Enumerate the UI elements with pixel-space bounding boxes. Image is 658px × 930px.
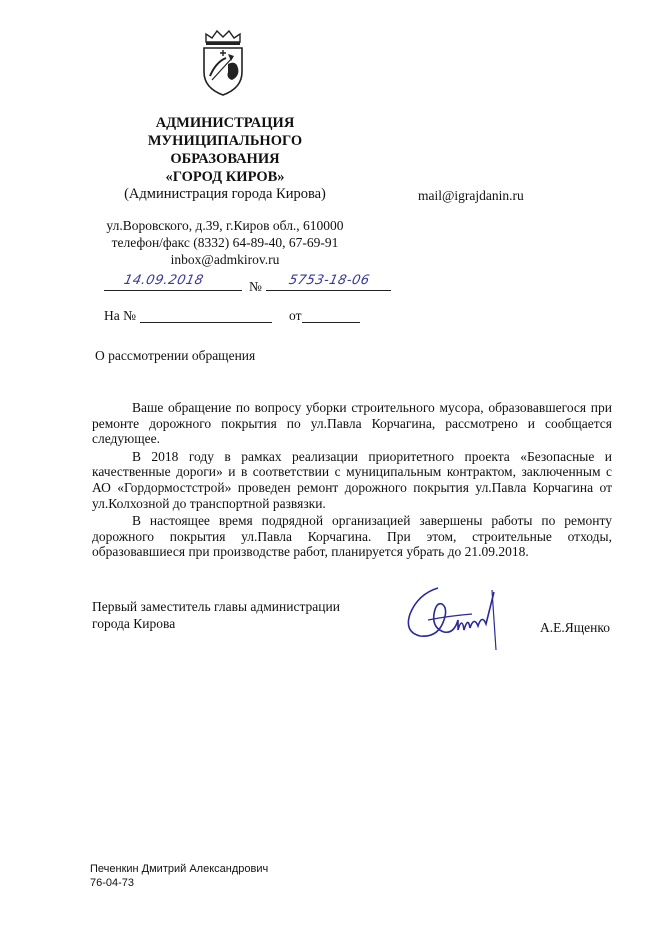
kirov-coat-of-arms-icon [198, 28, 248, 98]
address-line: ул.Воровского, д.39, г.Киров обл., 610000 [106, 218, 344, 233]
signer-name: А.Е.Ященко [540, 620, 610, 635]
organization-address [95, 217, 355, 268]
signer-position [92, 598, 340, 632]
address-line: телефон/факс (8332) 64-89-40, 67-69-91 [111, 235, 339, 250]
number-label: № [249, 279, 262, 294]
reply-reference-line [104, 308, 364, 328]
org-line: ОБРАЗОВАНИЯ [170, 151, 280, 167]
body-paragraph: В настоящее время подрядной организацией завершены работы по ремонту дорожного покрытия ул.Павла Корчагина. При этом, строительные отходы, образовавшиеся при производстве работ, планируется убрать до 21.09.2018. [92, 513, 612, 560]
registration-number: 5753-18-06 [287, 273, 372, 288]
handwritten-signature [398, 580, 508, 655]
executor-info [90, 862, 268, 890]
reply-to-label: На № [104, 308, 136, 323]
reply-date-underline [302, 322, 360, 323]
organization-subtitle: (Администрация города Кирова) [124, 186, 326, 202]
from-label: от [289, 308, 302, 323]
address-line: inbox@admkirov.ru [170, 252, 280, 267]
organization-name [95, 114, 355, 186]
date-underline [104, 290, 242, 291]
org-line: АДМИНИСТРАЦИЯ [155, 115, 295, 131]
recipient-email: mail@igrajdanin.ru [418, 188, 524, 203]
body-paragraph: В 2018 году в рамках реализации приоритетного проекта «Безопасные и качественные дороги» и в соответствии с муниципальным контрактом, заключенным с АО «Гордормостстрой» проведен ремонт дорожного покрытия ул.Павла Корчагина от ул.Колхозной до транспортной развязки. [92, 448, 612, 511]
registration-date: 14.09.2018 [122, 273, 206, 288]
org-line: «ГОРОД КИРОВ» [165, 169, 285, 185]
registration-line [104, 273, 404, 297]
signer-position-line: города Кирова [92, 616, 176, 631]
letter-body [92, 400, 612, 562]
reply-number-underline [140, 322, 272, 323]
body-paragraph: Ваше обращение по вопросу уборки строительного мусора, образовавшегося при ремонте дорожного покрытия по ул.Павла Корчагина, рассмотрено и сообщается следующее. [92, 400, 612, 447]
letter-subject: О рассмотрении обращения [95, 348, 256, 363]
executor-phone: 76-04-73 [90, 877, 135, 889]
number-underline [266, 290, 391, 291]
signer-position-line: Первый заместитель главы администрации [92, 599, 340, 614]
org-line: МУНИЦИПАЛЬНОГО [147, 133, 303, 149]
executor-name: Печенкин Дмитрий Александрович [90, 863, 269, 875]
